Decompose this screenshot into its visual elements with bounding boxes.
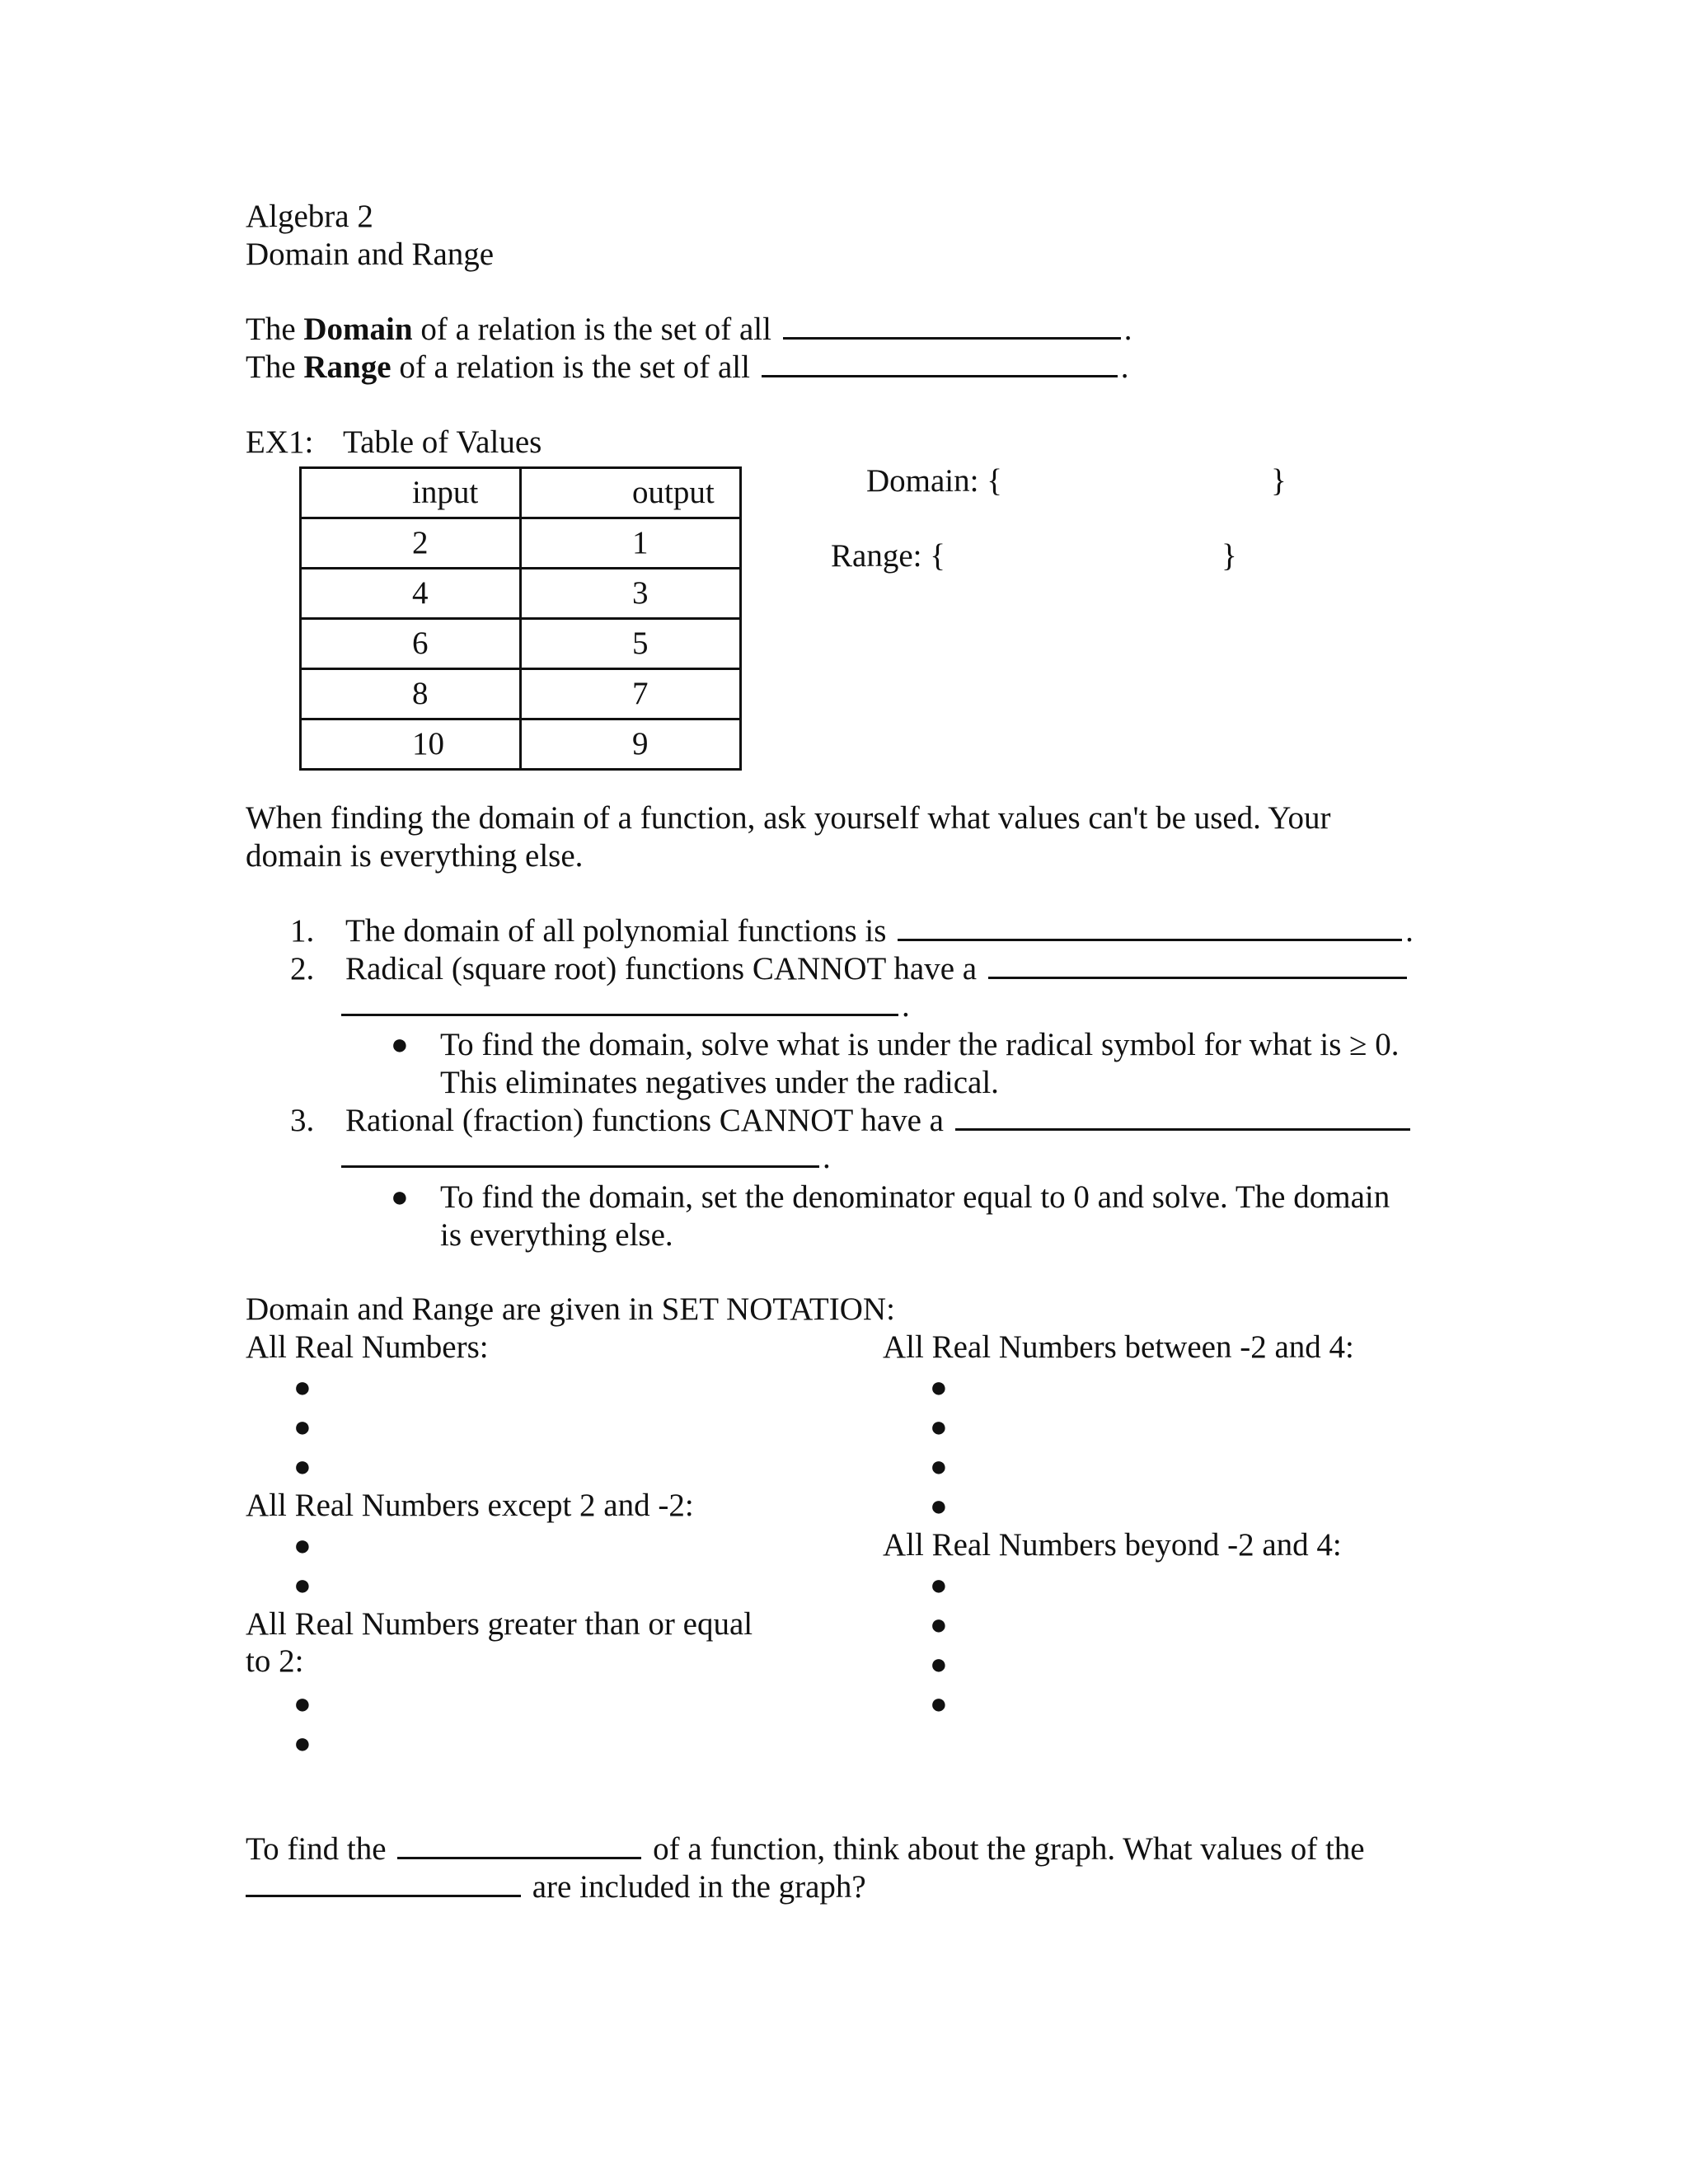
- all-real-bullet-icon: ●: [293, 1450, 312, 1483]
- table-row: [301, 669, 741, 719]
- table-cell-output: 5: [521, 619, 741, 669]
- between-bullet-icon: ●: [930, 1371, 948, 1404]
- column-header-output: output: [521, 468, 741, 518]
- rule-3-text: Rational (fraction) functions CANNOT have a: [345, 1103, 944, 1138]
- beyond-bullet-icon: ●: [930, 1608, 948, 1641]
- table-header-row: [301, 468, 741, 518]
- except-bullet-icon: ●: [293, 1529, 312, 1562]
- values-table: [299, 466, 742, 771]
- rule-3-number: 3.: [290, 1103, 315, 1138]
- rule-1-text: The domain of all polynomial functions is: [345, 913, 887, 949]
- table-cell-output: 3: [521, 569, 741, 619]
- gte-bullet-icon: ●: [293, 1687, 312, 1720]
- rule-2-text: Radical (square root) functions CANNOT have a: [345, 951, 978, 987]
- except-label: All Real Numbers except 2 and -2:: [246, 1488, 694, 1523]
- graph-part3: are included in the graph?: [532, 1869, 866, 1905]
- gte-label-line2: to 2:: [246, 1643, 304, 1679]
- domain-def-period: .: [1123, 312, 1132, 347]
- graph-part2: of a function, think about the graph. What values of the: [653, 1831, 1365, 1867]
- graph-section-line2: [246, 1868, 866, 1906]
- beyond-label: All Real Numbers beyond -2 and 4:: [883, 1527, 1342, 1563]
- rule-1: [290, 912, 1414, 950]
- table-cell-input: 10: [301, 719, 521, 770]
- rule-3-period: .: [823, 1140, 831, 1175]
- range-def-word: Range: [303, 349, 392, 385]
- range-definition: [246, 349, 1128, 387]
- beyond-bullet-icon: ●: [930, 1687, 948, 1720]
- table-row: [301, 619, 741, 669]
- set-notation-intro: Domain and Range are given in SET NOTATION:: [246, 1291, 895, 1327]
- rule-2-bullet-line1: To find the domain, solve what is under the radical symbol for what is ≥ 0.: [440, 1027, 1400, 1062]
- range-def-blank[interactable]: [762, 374, 1118, 377]
- table-cell-output: 9: [521, 719, 741, 770]
- ex1-range-label: Range: {: [831, 538, 945, 574]
- table-cell-input: 4: [301, 569, 521, 619]
- ex1-domain-label: Domain: {: [866, 463, 1002, 499]
- topic-title: Domain and Range: [246, 237, 495, 272]
- table-cell-output: 7: [521, 669, 741, 719]
- finding-domain-line2: domain is everything else.: [246, 838, 584, 874]
- rule-3: [290, 1102, 1414, 1140]
- range-def-suffix: of a relation is the set of all: [399, 349, 750, 385]
- all-real-label: All Real Numbers:: [246, 1329, 489, 1365]
- range-def-prefix: The: [246, 349, 296, 385]
- domain-definition: [246, 311, 1132, 349]
- ex1-range-close: }: [1221, 538, 1237, 574]
- all-real-bullet-icon: ●: [293, 1371, 312, 1404]
- domain-def-blank[interactable]: [783, 336, 1121, 340]
- rule-2-continuation: [341, 987, 910, 1025]
- rule-3-bullet-line1: To find the domain, set the denominator equal to 0 and solve. The domain: [440, 1179, 1390, 1215]
- beyond-bullet-icon: ●: [930, 1568, 948, 1601]
- beyond-bullet-icon: ●: [930, 1647, 948, 1680]
- between-label: All Real Numbers between -2 and 4:: [883, 1329, 1354, 1365]
- table-cell-input: 8: [301, 669, 521, 719]
- graph-blank-1[interactable]: [397, 1856, 641, 1859]
- example1-label: EX1:: [246, 424, 314, 460]
- rule-1-number: 1.: [290, 913, 315, 949]
- example1-title: Table of Values: [343, 424, 542, 460]
- except-bullet-icon: ●: [293, 1568, 312, 1601]
- rule-3-blank-continued[interactable]: [341, 1165, 819, 1168]
- rule-1-blank[interactable]: [898, 938, 1402, 941]
- rule-3-blank[interactable]: [955, 1127, 1410, 1131]
- rule-2-blank[interactable]: [988, 976, 1407, 979]
- table-cell-output: 1: [521, 518, 741, 569]
- rule-3-bullet-line2: is everything else.: [440, 1217, 673, 1253]
- between-bullet-icon: ●: [930, 1450, 948, 1483]
- table-cell-input: 6: [301, 619, 521, 669]
- rule-2-blank-continued[interactable]: [341, 1013, 898, 1016]
- graph-part1: To find the: [246, 1831, 387, 1867]
- domain-def-suffix: of a relation is the set of all: [420, 312, 771, 347]
- gte-bullet-icon: ●: [293, 1727, 312, 1760]
- finding-domain-line1: When finding the domain of a function, ask yourself what values can't be used. Your: [246, 800, 1331, 836]
- all-real-bullet-icon: ●: [293, 1410, 312, 1443]
- table-row: [301, 518, 741, 569]
- course-title: Algebra 2: [246, 199, 373, 234]
- between-bullet-icon: ●: [930, 1410, 948, 1443]
- graph-section-line1: [246, 1830, 1365, 1868]
- table-row: [301, 719, 741, 770]
- between-bullet-icon: ●: [930, 1489, 948, 1522]
- rule-2: [290, 950, 1410, 988]
- range-def-period: .: [1120, 349, 1129, 385]
- column-header-input: input: [301, 468, 521, 518]
- table-cell-input: 2: [301, 518, 521, 569]
- gte-label-line1: All Real Numbers greater than or equal: [246, 1606, 753, 1642]
- rule-2-bullet-icon: ●: [391, 1028, 409, 1061]
- rule-3-continuation: [341, 1139, 831, 1177]
- table-row: [301, 569, 741, 619]
- rule-2-bullet-line2: This eliminates negatives under the radical.: [440, 1065, 999, 1100]
- rule-3-bullet-icon: ●: [391, 1180, 409, 1213]
- rule-2-period: .: [902, 988, 910, 1024]
- rule-1-period: .: [1405, 913, 1414, 949]
- graph-blank-2[interactable]: [246, 1894, 521, 1897]
- domain-def-word: Domain: [303, 312, 413, 347]
- rule-2-number: 2.: [290, 951, 315, 987]
- domain-def-prefix: The: [246, 312, 296, 347]
- ex1-domain-close: }: [1271, 463, 1287, 499]
